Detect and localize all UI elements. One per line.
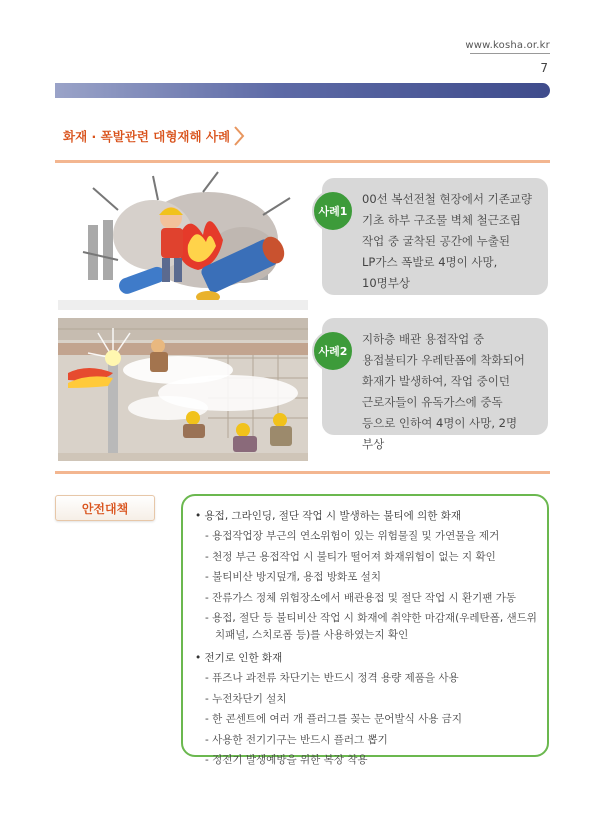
measure-item: - 사용한 전기기구는 반드시 플러그 뽑기 xyxy=(205,733,388,746)
header-bar xyxy=(55,83,550,98)
case-text-1: 00선 복선전철 현장에서 기존교량 기초 하부 구조물 벽체 철근조립 작업 중 굴착된 공간에 누출된 LP가스 폭발로 4명이 사망, 10명부상 xyxy=(362,192,533,290)
chevron-right-icon xyxy=(232,125,246,147)
measure-item: - 용접, 절단 등 불티비산 작업 시 화재에 취약한 마감재(우레탄폼, 샌드위치패널, 스치로폼 등)를 사용하였는지 확인 xyxy=(205,612,537,641)
case-text-2: 지하층 배관 용접작업 중 용접불티가 우레탄폼에 착화되어 화재가 발생하여, 작업 중이던 근로자들이 유독가스에 중독 등으로 인하여 4명이 사망, 2명 부상 xyxy=(362,332,525,451)
section-title xyxy=(55,125,250,147)
case-box-2 xyxy=(318,318,548,451)
measure-item: - 용접작업장 부근의 연소위험이 있는 위험물질 및 가연물을 제거 xyxy=(205,530,500,542)
measure-item: - 누전차단기 설치 xyxy=(205,692,287,705)
section-divider xyxy=(55,160,550,163)
measure-item: - 잔류가스 정체 위험장소에서 배관용접 및 절단 작업 시 환기팬 가동 xyxy=(205,591,517,604)
site-url: www.kosha.or.kr xyxy=(465,40,550,51)
measure-item: - 불티비산 방지덮개, 용접 방화포 설치 xyxy=(205,571,381,583)
measure-item: - 정전기 발생예방을 위한 복장 착용 xyxy=(205,754,368,766)
measure-item: - 퓨즈나 과전류 차단기는 반드시 정격 용량 제품을 사용 xyxy=(205,672,459,684)
case-badge-2: 사례2 xyxy=(312,330,354,372)
measure-group-heading: • 용접, 그라인딩, 절단 작업 시 발생하는 불티에 의한 화재 xyxy=(195,510,462,522)
case-box-1 xyxy=(318,178,548,295)
measure-group-electric xyxy=(195,650,537,769)
case-badge-1: 사례1 xyxy=(312,190,354,232)
section-title-text: 화재 · 폭발관련 대형재해 사례 xyxy=(63,129,231,144)
measure-group-welding xyxy=(195,508,537,644)
welding-fire-illustration xyxy=(58,318,308,461)
safety-measures-tag: 안전대책 xyxy=(55,495,155,521)
measure-group-heading: • 전기로 인한 화재 xyxy=(195,652,283,664)
explosion-illustration xyxy=(58,170,308,310)
measure-item: - 천정 부근 용접작업 시 불티가 떨어져 화재위험이 없는 지 확인 xyxy=(205,550,496,563)
section-divider-2 xyxy=(55,471,550,474)
safety-measures-box xyxy=(181,494,549,766)
measure-item: - 한 콘센트에 여러 개 플러그를 꽂는 문어발식 사용 금지 xyxy=(205,713,462,725)
top-rule xyxy=(470,53,550,54)
page-number: 7 xyxy=(540,61,548,75)
